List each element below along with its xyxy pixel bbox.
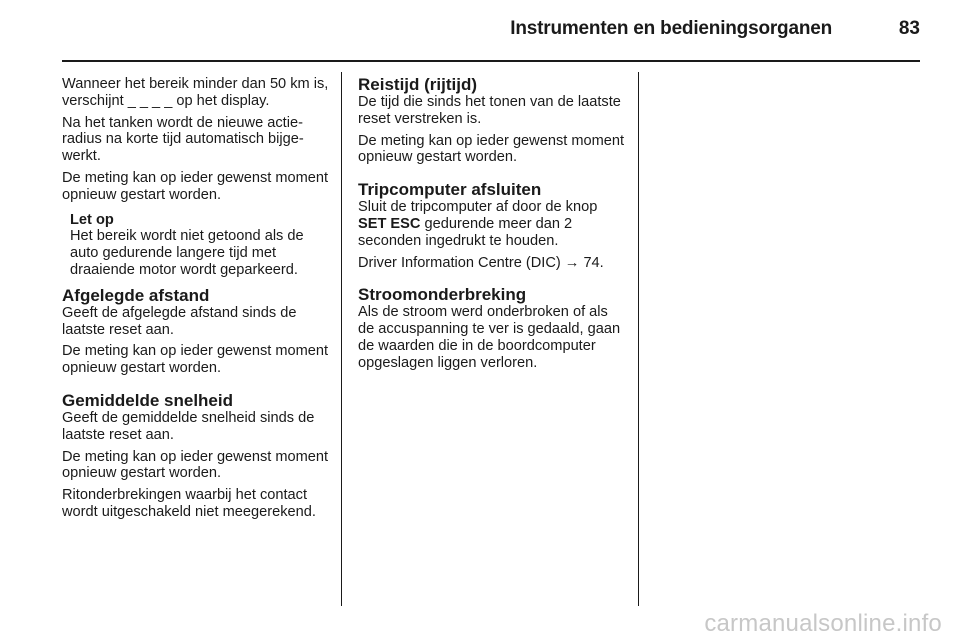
column-divider-right — [638, 72, 639, 606]
page-number: 83 — [898, 18, 920, 39]
exit-text-after: gedurende meer dan 2 seconden ingedrukt te houden. — [358, 215, 573, 249]
paragraph-speed-desc: Geeft de gemiddelde snelheid sinds de laatste reset aan. — [62, 409, 315, 443]
paragraph-trip-computer-exit — [358, 199, 626, 249]
paragraph-reset-info: De meting kan op ieder gewenst moment opnieuw gestart worden. — [62, 169, 329, 203]
paragraph-travel-time-reset: De meting kan op ieder gewenst moment opnieuw gestart worden. — [358, 132, 625, 166]
header-rule — [62, 60, 920, 62]
note-block — [62, 212, 330, 279]
note-text: Het bereik wordt niet getoond als de auto gedurende langere tijd met draaiende motor wordt geparkeerd. — [70, 228, 304, 278]
note-title: Let op — [70, 211, 114, 228]
paragraph-power-interruption: Als de stroom werd onderbroken of als de accuspanning te ver is gedaald, gaan de waarden die in de boordcomputer opgeslagen liggen verloren. — [358, 304, 621, 371]
set-esc-button-label: SET ESC — [358, 215, 421, 232]
heading-trip-computer-exit: Tripcomputer afsluiten — [358, 180, 542, 200]
heading-average-speed: Gemiddelde snelheid — [62, 390, 233, 410]
heading-travel-time: Reistijd (rijtijd) — [358, 75, 477, 94]
paragraph-refuel-update: Na het tanken wordt de nieuwe actieradius na korte tijd automatisch bijgewerkt. — [62, 114, 304, 165]
paragraph-distance-desc: Geeft de afgelegde afstand sinds de laatste reset aan. — [62, 304, 297, 338]
watermark-text: carmanualsonline.info — [704, 610, 942, 637]
paragraph-dic-reference: Driver Information Centre (DIC) → 74. — [358, 254, 604, 271]
paragraph-distance-reset: De meting kan op ieder gewenst moment opnieuw gestart worden. — [62, 343, 329, 377]
paragraph-travel-time-desc: De tijd die sinds het tonen van de laatste reset verstreken is. — [358, 94, 621, 127]
paragraph-range-warning: Wanneer het bereik minder dan 50 km is, verschijnt _ _ _ _ op het display. — [62, 76, 329, 109]
column-divider-left — [341, 72, 342, 606]
text-column-left — [62, 76, 330, 526]
paragraph-speed-reset: De meting kan op ieder gewenst moment opnieuw gestart worden. — [62, 448, 329, 482]
heading-power-interruption: Stroomonderbreking — [358, 285, 527, 305]
page-header-title: Instrumenten en bedieningsorganen — [510, 18, 832, 39]
text-column-middle — [358, 76, 626, 377]
exit-text-before: Sluit de tripcomputer af door de knop — [358, 199, 598, 216]
paragraph-speed-interruptions: Ritonderbrekingen waarbij het contact wordt uitgeschakeld niet meegerekend. — [62, 487, 316, 520]
heading-distance-travelled: Afgelegde afstand — [62, 285, 210, 305]
